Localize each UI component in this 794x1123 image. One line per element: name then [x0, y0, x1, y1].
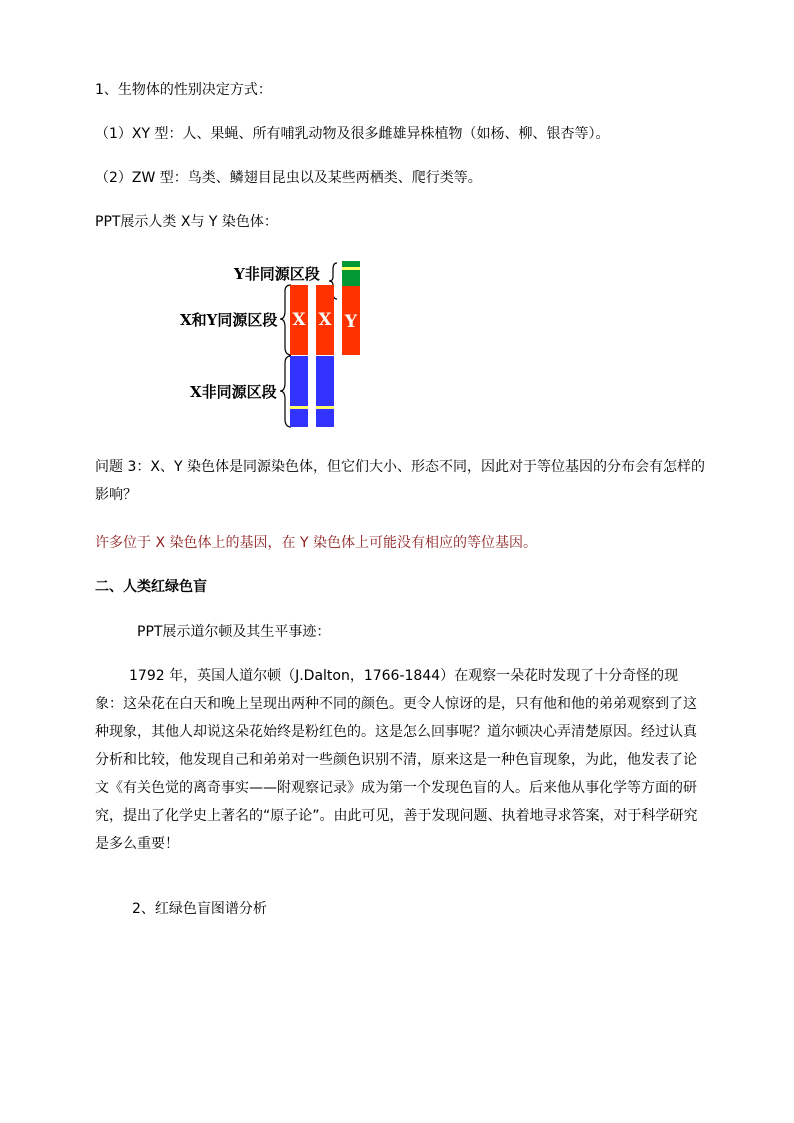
label-x-nonhomologous: X非同源区段: [190, 383, 277, 401]
section-title-sex-determination: 1、生物体的性别决定方式：: [95, 82, 272, 98]
question-3: 问题 3：X、Y 染色体是同源染色体，但它们大小、形态不同，因此对于等位基因的分布会有怎样的影响？: [95, 459, 705, 503]
paragraph-ppt-chromosomes: PPT展示人类 X与 Y 染色体：: [95, 214, 278, 230]
chromosome-y-label: Y: [344, 312, 358, 332]
paragraph-xy-type: （1）XY 型：人、果蝇、所有哺乳动物及很多雌雄异株植物（如杨、柳、银杏等）。: [95, 126, 610, 142]
paragraph-ppt-dalton: PPT展示道尔顿及其生平事迹：: [137, 624, 331, 640]
chromosome-x2-label: X: [318, 310, 332, 330]
answer-3: 许多位于 X 染色体上的基因，在 Y 染色体上可能没有相应的等位基因。: [95, 535, 537, 551]
paragraph-zw-type: （2）ZW 型：鸟类、鳞翅目昆虫以及某些两栖类、爬行类等。: [95, 170, 482, 186]
chromosome-x1-band: [290, 406, 308, 409]
xy-chromosome-diagram: [170, 255, 370, 435]
brace-xy-homologous: [280, 285, 291, 355]
chromosome-x2-band: [316, 406, 334, 409]
chromosome-x1-nonhomologous-segment: [290, 356, 308, 427]
brace-x-nonhomologous: [280, 356, 291, 427]
chromosome-y-nonhomologous-segment: [342, 261, 360, 286]
label-xy-homologous: X和Y同源区段: [180, 311, 278, 329]
paragraph-colorblind-chart-analysis: 2、红绿色盲图谱分析: [132, 901, 267, 917]
chromosome-y-band: [342, 267, 360, 270]
chromosome-x1-label: X: [292, 310, 306, 330]
heading-red-green-colorblindness: 二、人类红绿色盲: [95, 579, 207, 595]
label-y-nonhomologous: Y非同源区段: [234, 265, 320, 283]
chromosome-x2-nonhomologous-segment: [316, 356, 334, 427]
paragraph-dalton-story: 1792 年，英国人道尔顿（J.Dalton，1766-1844）在观察一朵花时发现了十分奇怪的现象：这朵花在白天和晚上呈现出两种不同的颜色。更令人惊讶的是，只有他和他的弟弟观察到了这种现象，其他人却说这朵花始终是粉红色的。这是怎么回事呢？道尔顿决心弄清楚原因。经过认真分析和比较，他发现自己和弟弟对一些颜色识别不清，原来这是一种色盲现象，为此，他发表了论文《有关色觉的离奇事实——附观察记录》成为第一个发现色盲的人。后来他从事化学等方面的研究，提出了化学史上著名的“原子论”。由此可见，善于发现问题、执着地寻求答案，对于科学研究是多么重要！: [95, 668, 698, 852]
